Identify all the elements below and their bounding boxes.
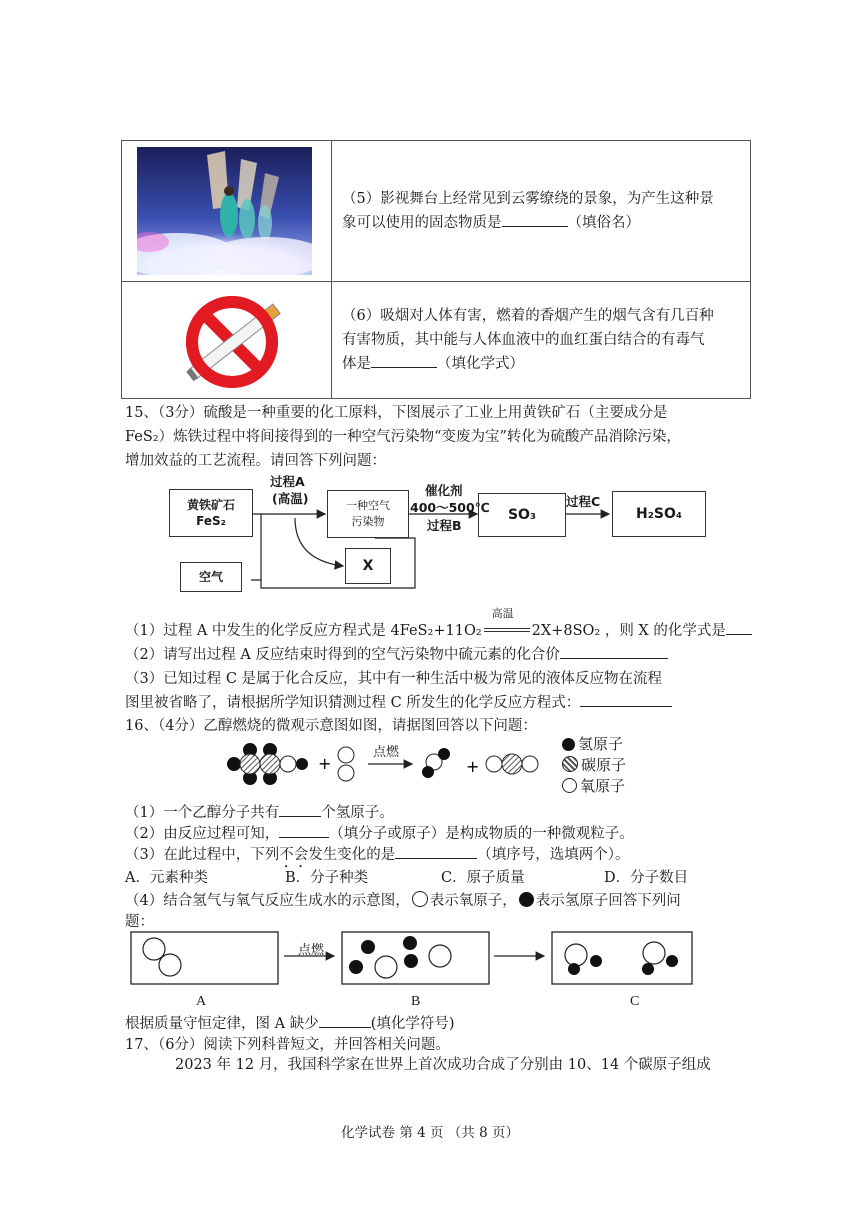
- q15-line2: FeS₂）炼铁过程中将间接得到的一种空气污染物“变废为宝”转化为硫酸产品消除污染，: [125, 429, 681, 445]
- item5-text-cell: [332, 141, 751, 282]
- legend-carbon: [562, 754, 626, 775]
- q15-sub3-line2: [125, 691, 672, 712]
- option-c[interactable]: C．原子质量: [441, 870, 525, 886]
- legend-oxygen: [562, 775, 625, 796]
- flow-label-high-temp: (高温): [272, 491, 309, 506]
- q16-sub4-ask-post: (填化学符号): [370, 1016, 455, 1032]
- q16-sub4-mid: 表示氧原子，: [429, 893, 517, 909]
- flow-box-ore: [169, 489, 253, 537]
- q16-sub4-pre: （4）结合氢气与氧气反应生成水的示意图，: [125, 893, 410, 909]
- equation-condition-text: 高温: [491, 607, 514, 620]
- flow-air-label: 空气: [198, 570, 223, 584]
- ethanol-molecule: [227, 743, 308, 785]
- oxygen-atom-icon: [562, 778, 577, 793]
- question-table: [121, 140, 751, 399]
- svg-text:+: +: [318, 754, 332, 773]
- q16-sub3-mid: 发生变化的是: [308, 847, 396, 863]
- hydrogen-atom-icon: [519, 892, 534, 907]
- diagram-label-c: C: [630, 994, 640, 1009]
- page-footer: 化学试卷 第 4 页 （共 8 页）: [341, 1125, 519, 1141]
- q16-sub2-post: （填分子或原子）是构成物质的一种微观粒子。: [329, 826, 634, 842]
- q16-sub3-pre: （3）在此过程中，下列: [125, 847, 280, 863]
- item5-line2-text: 象可以使用的固态物质是: [342, 215, 502, 231]
- q16-sub3-blank[interactable]: [395, 844, 477, 859]
- legend-oxygen-label: 氧原子: [580, 777, 626, 795]
- flow-pollutant-line2: 污染物: [351, 515, 385, 528]
- equation-equals-sign: [484, 628, 530, 632]
- flow-h2so4-label: H₂SO₄: [636, 506, 682, 522]
- q15-line1: 15、（3分）硫酸是一种重要的化工原料，下图展示了工业上用黄铁矿石（主要成分是: [125, 405, 668, 421]
- flow-ore-name: 黄铁矿石: [186, 498, 235, 512]
- option-b[interactable]: B．分子种类: [285, 870, 369, 886]
- q16-sub2: [125, 822, 634, 843]
- equation-condition: [482, 607, 532, 635]
- diagram-label-a: A: [196, 994, 207, 1009]
- q16-sub3-emphasis: 不会: [279, 847, 309, 863]
- q16-sub1-blank[interactable]: [279, 802, 321, 817]
- q15-sub2-text: （2）请写出过程 A 反应结束时得到的空气污染物中硫元素的化合价: [125, 647, 560, 663]
- stage-fog-image-cell: [122, 141, 332, 282]
- flow-box-air: [180, 562, 242, 592]
- flow-box-h2so4: [612, 491, 706, 537]
- no-smoking-image-cell: [122, 282, 332, 399]
- q15-sub1-blank[interactable]: [726, 620, 752, 635]
- flow-label-catalyst: 催化剂: [425, 483, 463, 498]
- q16-sub1-post: 个氢原子。: [321, 805, 394, 821]
- q16-sub4-line2: 题：: [125, 914, 154, 930]
- q17-line2: 2023 年 12 月，我国科学家在世界上首次成功合成了分别由 10、14 个碳原子组成: [175, 1057, 711, 1073]
- flow-label-process-a: 过程A: [270, 474, 305, 489]
- q15-line3: 增加效益的工艺流程。请回答下列问题：: [125, 453, 386, 469]
- legend-hydrogen-label: 氢原子: [578, 735, 624, 753]
- diagram-label-b: B: [411, 994, 421, 1009]
- q15-sub1-post: 2X+8SO₂ ，则 X 的化学式是: [531, 623, 726, 639]
- stage-fog-image: [137, 147, 312, 275]
- q15-sub3-line1: （3）已知过程 C 是属于化合反应，其中有一种生活中极为常见的液体反应物在流程: [125, 671, 663, 687]
- flow-label-process-c: 过程C: [566, 494, 601, 509]
- flow-box-x: [345, 548, 391, 584]
- item6-line1: （6）吸烟对人体有害，燃着的香烟产生的烟气含有几百种: [342, 308, 714, 324]
- item6-text-cell: [332, 282, 751, 399]
- oxygen-atom-icon: [412, 891, 428, 907]
- item6-line3-text: 体是: [342, 356, 371, 372]
- item5-answer-blank[interactable]: [502, 212, 568, 227]
- q16-sub4-ask: [125, 1012, 455, 1033]
- item6-answer-blank[interactable]: [371, 353, 437, 368]
- flow-so3-label: SO₃: [507, 507, 537, 523]
- flow-x-label: X: [362, 558, 374, 574]
- flow-box-pollutant: [327, 490, 409, 538]
- hydrogen-oxygen-diagram: [128, 925, 698, 995]
- q16-sub4: [125, 889, 681, 910]
- item5-line2: [342, 211, 740, 235]
- q15-sub3-line2-text: 图里被省略了，请根据所学知识猜测过程 C 所发生的化学反应方程式：: [125, 695, 581, 711]
- q16-sub4-ask-pre: 根据质量守恒定律，图 A 缺少: [125, 1016, 319, 1032]
- hydrogen-atom-icon: [562, 738, 575, 751]
- option-a[interactable]: A．元素种类: [125, 870, 208, 886]
- flow-label-temp-range: 400～500℃: [410, 500, 490, 515]
- item6-line3: [342, 352, 740, 376]
- q16-sub2-blank[interactable]: [279, 823, 329, 838]
- q15-sub2: [125, 643, 668, 664]
- q16-sub4-blank[interactable]: [319, 1013, 371, 1028]
- item6-line2: 有害物质，其中能与人体血液中的血红蛋白结合的有毒气: [342, 332, 705, 348]
- diagram-ignite-label: 点燃: [298, 943, 325, 958]
- svg-text:+: +: [466, 757, 480, 776]
- q15-sub3-blank[interactable]: [580, 692, 672, 707]
- ignite-label: 点燃: [373, 745, 400, 760]
- item5-tail: （填俗名）: [567, 215, 640, 231]
- legend-hydrogen: [562, 733, 623, 754]
- q16-sub4-post: 表示氢原子回答下列问: [535, 893, 681, 909]
- q15-sub2-blank[interactable]: [560, 644, 668, 659]
- carbon-atom-icon: [562, 756, 578, 772]
- q16-sub1: [125, 801, 394, 822]
- legend-carbon-label: 碳原子: [581, 756, 627, 774]
- flow-pollutant-line1: 一种空气: [346, 499, 390, 512]
- no-smoking-icon: [174, 292, 294, 392]
- q17-line1: 17、（6分）阅读下列科普短文，并回答相关问题。: [125, 1037, 450, 1053]
- option-d[interactable]: D．分子数目: [604, 870, 689, 886]
- q15-sub1: [125, 607, 752, 640]
- q16-line1: 16、（4分）乙醇燃烧的微观示意图如图，请据图回答以下问题：: [125, 718, 537, 734]
- item6-tail: （填化学式）: [437, 356, 524, 372]
- item5-line1: （5）影视舞台上经常见到云雾缭绕的景象，为产生这种景: [342, 191, 714, 207]
- q16-sub2-pre: （2）由反应过程可知，: [125, 826, 280, 842]
- q15-sub1-pre: （1）过程 A 中发生的化学反应方程式是 4FeS₂+11O₂: [125, 623, 482, 639]
- flow-box-so3: [478, 493, 566, 537]
- q16-sub3-post: （填序号，选填两个）。: [477, 847, 630, 863]
- flow-label-process-b: 过程B: [427, 518, 462, 533]
- flow-ore-formula: FeS₂: [196, 514, 226, 528]
- q16-sub1-pre: （1）一个乙醇分子共有: [125, 805, 280, 821]
